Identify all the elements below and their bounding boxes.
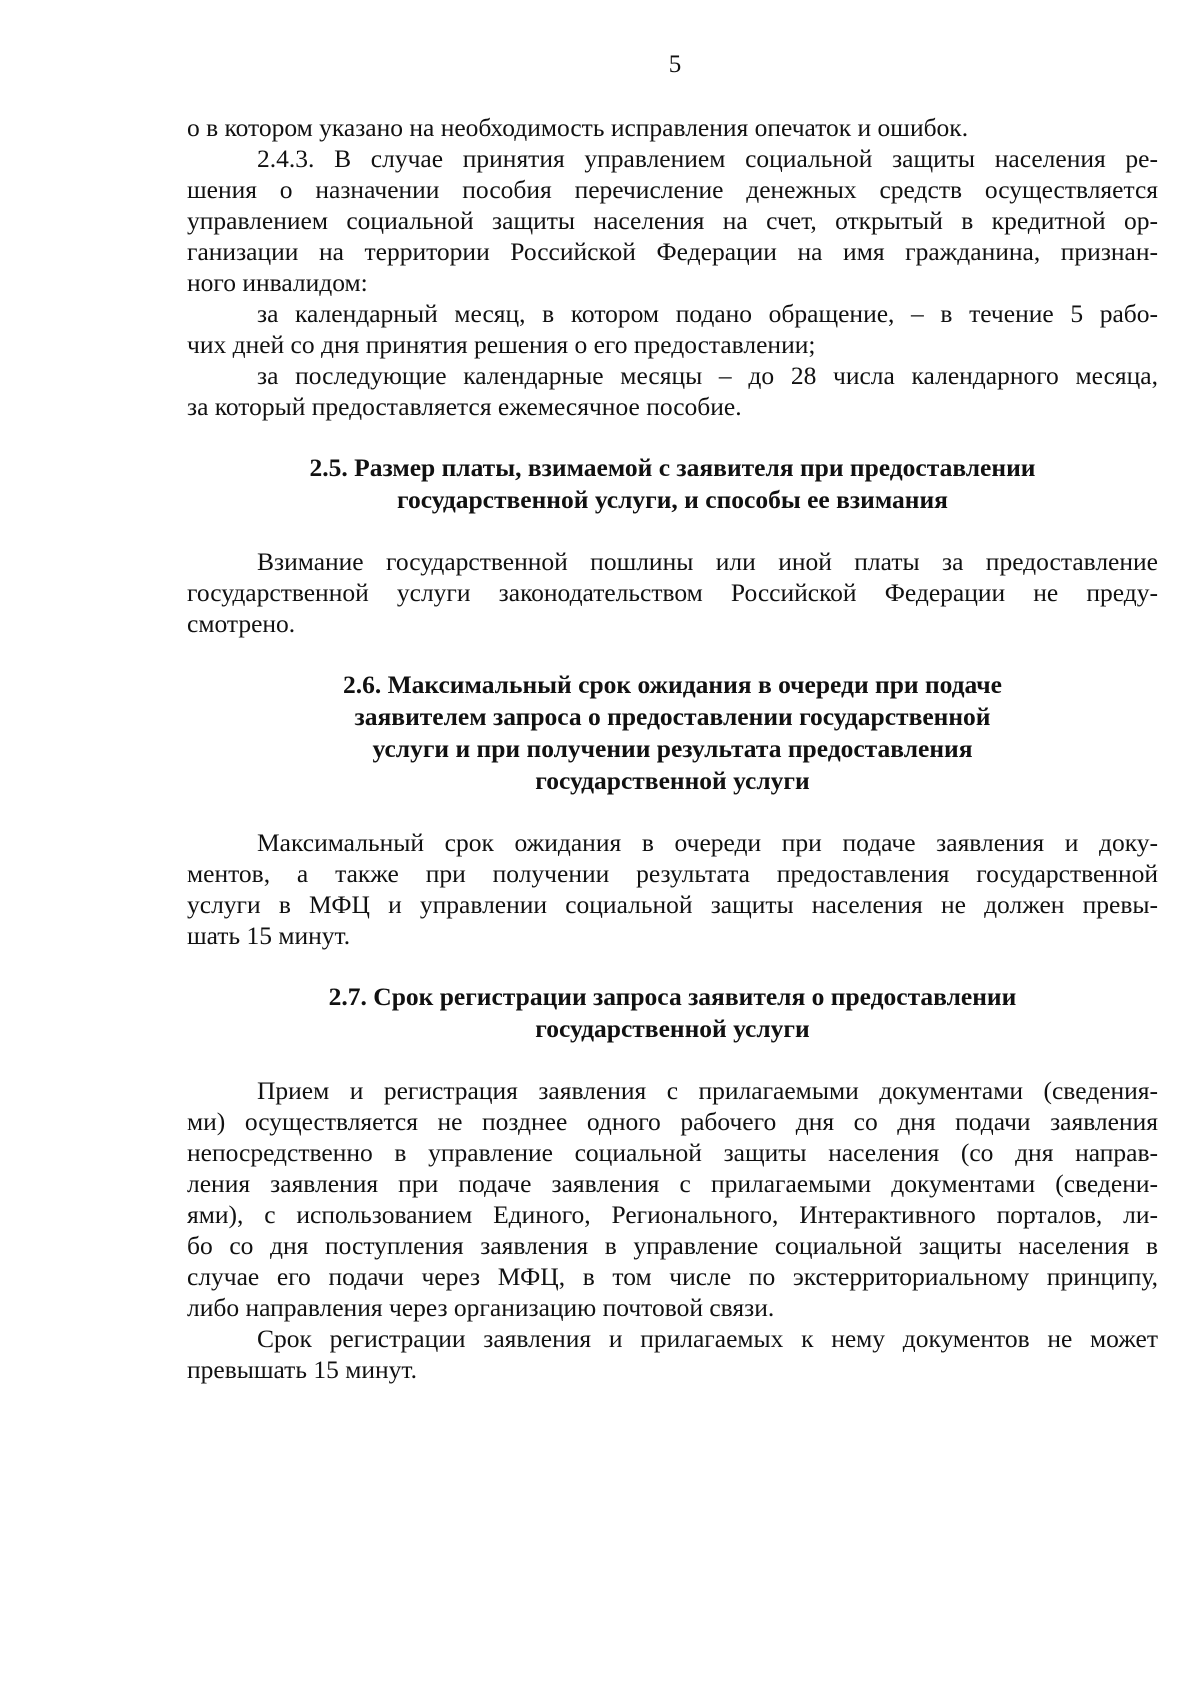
heading-line: государственной услуги [535,766,810,795]
text-line: непосредственно в управление социальной защиты населения (со дня направ- [187,1138,1158,1167]
text-line: за последующие календарные месяцы – до 28 числа календарного месяца, [257,361,1158,390]
continuation-line [187,112,1158,143]
text-line: случае его подачи через МФЦ, в том числе по экстерриториальному принципу, [187,1262,1158,1291]
text-line: Прием и регистрация заявления с прилагаемыми документами (сведения- [257,1076,1158,1105]
paragraph-2-5 [187,546,1158,639]
text-line: ми) осуществляется не позднее одного рабочего дня со дня подачи заявления [187,1107,1158,1136]
heading-line: заявителем запроса о предоставлении государственной [354,702,991,731]
text-line: 2.4.3. В случае принятия управлением социальной защиты населения ре- [257,144,1158,173]
text-line: услуги в МФЦ и управлении социальной защиты населения не должен превы- [187,890,1158,919]
text-line: либо направления через организацию почтовой связи. [187,1293,775,1322]
text-line: ления заявления при подаче заявления с прилагаемыми документами (сведени- [187,1169,1158,1198]
text-line: ного инвалидом: [187,268,368,297]
text-line: за который предоставляется ежемесячное пособие. [187,392,742,421]
heading-line: 2.7. Срок регистрации запроса заявителя о предоставлении [328,982,1017,1011]
paragraph-calendar-month [187,298,1158,360]
page-number: 5 [668,51,682,78]
paragraph-2-7-term [187,1323,1158,1385]
section-heading-2-5 [187,452,1158,516]
text-line: смотрено. [187,609,296,638]
text-line: бо со дня поступления заявления в управление социальной защиты населения в [187,1231,1158,1260]
paragraph-following-months [187,360,1158,422]
text-line: о в котором указано на необходимость исправления опечаток и ошибок. [187,113,969,142]
text-line: ганизации на территории Российской Федерации на имя гражданина, признан- [187,237,1158,266]
text-line: Срок регистрации заявления и прилагаемых к нему документов не может [257,1324,1158,1353]
section-heading-2-7 [187,981,1158,1045]
text-line: ями), с использованием Единого, Регионального, Интерактивного порталов, ли- [187,1200,1158,1229]
heading-line: 2.6. Максимальный срок ожидания в очереди при подаче [342,670,1002,699]
text-line: шения о назначении пособия перечисление денежных средств осуществляется [187,175,1158,204]
text-line: шать 15 минут. [187,921,351,950]
text-line: ментов, а также при получении результата предоставления государственной [187,859,1158,888]
heading-line: 2.5. Размер платы, взимаемой с заявителя при предоставлении [309,453,1036,482]
document-body [187,112,1158,1385]
paragraph-2-4-3 [187,143,1158,298]
text-line: управлением социальной защиты населения на счет, открытый в кредитной ор- [187,206,1158,235]
text-line: государственной услуги законодательством Российской Федерации не преду- [187,578,1158,607]
text-line: чих дней со дня принятия решения о его предоставлении; [187,330,816,359]
paragraph-2-6 [187,827,1158,951]
text-line: за календарный месяц, в котором подано обращение, – в течение 5 рабо- [257,299,1158,328]
heading-line: государственной услуги [535,1014,810,1043]
text-line: превышать 15 минут. [187,1355,417,1384]
paragraph-2-7-registration [187,1075,1158,1323]
heading-line: услуги и при получении результата предоставления [372,734,973,763]
heading-line: государственной услуги, и способы ее взимания [397,485,948,514]
text-line: Взимание государственной пошлины или иной платы за предоставление [257,547,1158,576]
text-line: Максимальный срок ожидания в очереди при подаче заявления и доку- [257,828,1158,857]
section-heading-2-6 [187,669,1158,797]
